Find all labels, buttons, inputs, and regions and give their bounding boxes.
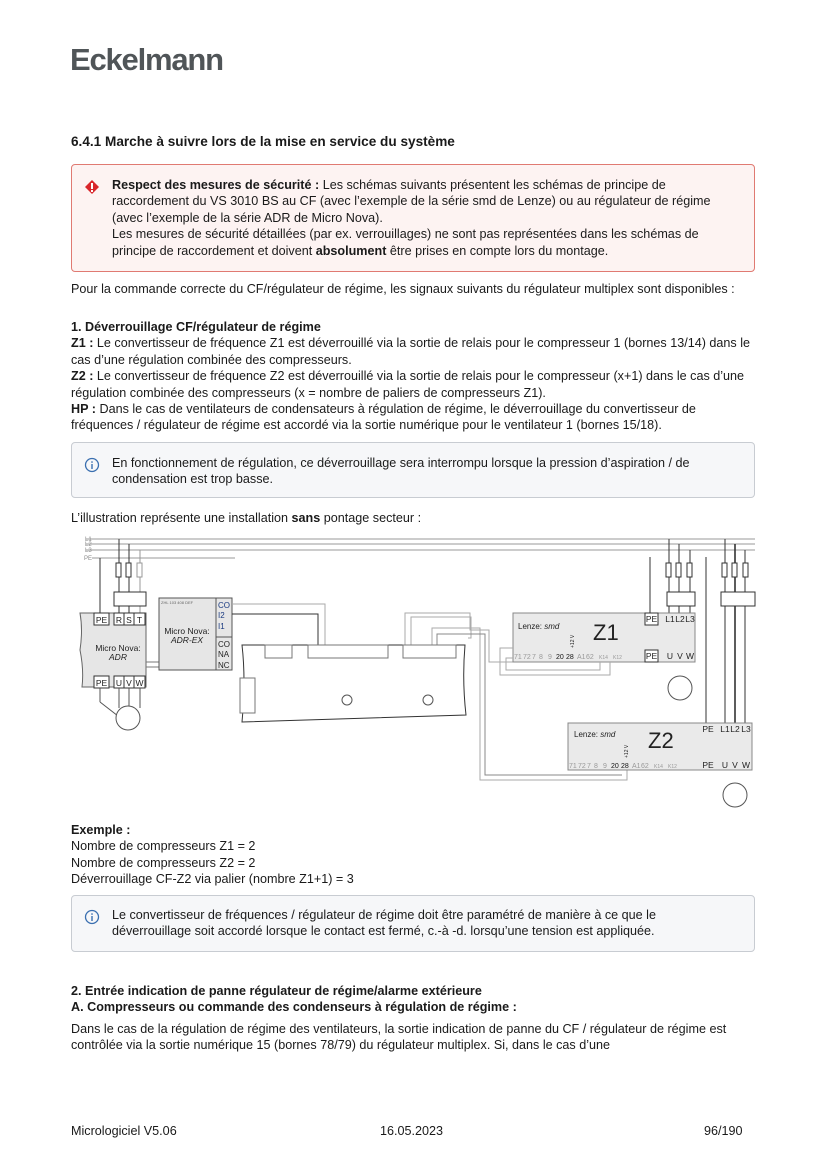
- multiplex-controller-board: [240, 645, 466, 722]
- safety-warning-box: [71, 164, 755, 272]
- z1-control-term: 62: [586, 654, 594, 661]
- hp-label: HP :: [71, 402, 96, 417]
- line-l3: L3: [85, 548, 92, 554]
- wiring-diagram: [0, 530, 827, 820]
- z1-control-term: A1: [577, 654, 586, 661]
- adr-term: PE: [95, 615, 108, 625]
- z1-term: V: [677, 651, 683, 661]
- adrex-title: Micro Nova:: [164, 626, 210, 636]
- z2-label: Z2 :: [71, 369, 94, 384]
- adrex-term: CO: [218, 601, 230, 610]
- z1-text: Le convertisseur de fréquence Z1 est déverrouillé via la sortie de relais pour le compresseur 1 (bornes 13/14) dans le cas d’une régulation combinée des compresseurs.: [71, 336, 751, 367]
- footer-date: 16.05.2023: [380, 1124, 444, 1138]
- z2-term: PE: [702, 760, 714, 770]
- z2-control-term: 28: [621, 763, 629, 770]
- z1-name: Z1: [593, 620, 619, 645]
- z1-terminal-row: [514, 654, 622, 661]
- illustration-caption: [71, 510, 761, 526]
- footer-page: 96/190: [704, 1124, 743, 1138]
- adr-model: ADR: [109, 652, 127, 662]
- z2-control-term: 20: [611, 763, 619, 770]
- example-line: Nombre de compresseurs Z2 = 2: [71, 855, 256, 870]
- info-icon: [84, 457, 100, 473]
- z1-term: PE: [645, 651, 658, 661]
- info-text-1: En fonctionnement de régulation, ce déverrouillage sera interrompu lorsque la pression d’aspiration / de condensation est trop basse.: [112, 456, 690, 487]
- line-l1: L1: [85, 537, 92, 543]
- z2-term: L1: [720, 724, 730, 734]
- line-l2: L2: [85, 542, 92, 548]
- z2-brand: Lenze:: [574, 730, 599, 739]
- example-line: Déverrouillage CF-Z2 via palier (nombre Z1+1) = 3: [71, 872, 354, 887]
- z1-label: Z1 :: [71, 336, 94, 351]
- z2-control-term: 8: [594, 763, 598, 770]
- info-box-2: [71, 895, 755, 952]
- adr-term: U: [115, 678, 123, 688]
- warning-heading: Respect des mesures de sécurité :: [112, 178, 320, 192]
- adrex-term: NC: [218, 661, 230, 670]
- footer-version: Micrologiciel V5.06: [71, 1124, 177, 1138]
- info-text-2: Le convertisseur de fréquences / régulateur de régime doit être paramétré de manière à ce que le déverrouillage soit accordé lorsque le contact est fermé, c.-à -d. lorsqu’une tension est appliquée.: [112, 908, 656, 939]
- z1-control-term: 7: [532, 654, 536, 661]
- z1-control-term: 71: [514, 654, 522, 661]
- z2-control-term: 62: [641, 763, 649, 770]
- adr-term: S: [126, 615, 132, 625]
- z1-brand: Lenze:: [518, 622, 543, 631]
- adrex-term: NA: [218, 650, 230, 659]
- section-1-title: 1. Déverrouillage CF/régulateur de régime: [71, 320, 321, 334]
- z1-term: U: [666, 651, 674, 661]
- caption-a: L’illustration représente une installation: [71, 511, 292, 525]
- hp-text: Dans le cas de ventilateurs de condensateurs à régulation de régime, le déverrouillage du convertisseur de fréquences / régulateur de régime est accordé via la sortie numérique pour le ventilateur 1 (bornes 15/18).: [71, 402, 696, 433]
- adr-term: T: [136, 615, 143, 625]
- section-2-subtitle: A. Compresseurs ou commande des condenseurs à régulation de régime :: [71, 1000, 517, 1015]
- svg-text:Lenze: smd: [574, 730, 616, 739]
- z1-control-term: K12: [613, 655, 622, 661]
- section-title: 6.4.1 Marche à suivre lors de la mise en service du système: [71, 134, 455, 149]
- section-2-text: Dans le cas de la régulation de régime des ventilateurs, la sortie indication de panne du CF / régulateur de régime est contrôlée via la sortie numérique 15 (bornes 78/79) du régulateur multiplex. Si, dans le cas d’une: [71, 1021, 727, 1053]
- z1-control-term: 8: [539, 654, 543, 661]
- adrex-term: I2: [218, 611, 225, 620]
- z2-term: V: [732, 760, 738, 770]
- adrex-term: CO: [218, 640, 230, 649]
- z1-control-term: K14: [599, 655, 608, 661]
- example-title: Exemple :: [71, 823, 131, 837]
- adr-controller: [80, 613, 159, 730]
- z1-term: L1: [665, 614, 675, 624]
- adr-term: W: [135, 678, 144, 688]
- z1-control-term: 9: [548, 654, 552, 661]
- z2-control-term: 72: [578, 763, 586, 770]
- z1-volt: +12 V: [570, 634, 576, 648]
- z2-term: L2: [730, 724, 740, 734]
- z2-text: Le convertisseur de fréquence Z2 est déverrouillé via la sortie de relais pour le compresseur (x+1) dans le cas d’une régulation combinée des compresseurs (x = nombre de paliers de compresseurs Z1).: [71, 369, 745, 400]
- z1-term: L2: [675, 614, 685, 624]
- adr-term: PE: [95, 678, 108, 688]
- info-icon: [84, 909, 100, 925]
- z2-term: U: [721, 760, 729, 770]
- line-pe: PE: [84, 556, 93, 562]
- adr-term: R: [115, 615, 123, 625]
- z1-term: L3: [685, 614, 695, 624]
- z2-control-term: A1: [632, 763, 641, 770]
- z2-series: smd: [600, 730, 616, 739]
- caption-b: sans: [291, 511, 321, 525]
- section-2: [71, 983, 761, 1054]
- adrex-ref: ZHL 103 408 DEF: [161, 600, 194, 605]
- section-1: [71, 319, 761, 434]
- adr-title: Micro Nova:: [95, 643, 141, 653]
- z2-control-term: 7: [587, 763, 591, 770]
- z2-name: Z2: [648, 728, 674, 753]
- warning-text-2: Les mesures de sécurité détaillées (par ex. verrouillages) ne sont pas représentées dans les schémas de principe de raccordement et doivent: [112, 227, 699, 258]
- warning-text-3: être prises en compte lors du montage.: [386, 243, 609, 258]
- z1-control-term: 28: [566, 654, 574, 661]
- adr-ex-module: [159, 598, 232, 670]
- z2-control-term: 9: [603, 763, 607, 770]
- z2-control-term: K12: [668, 764, 677, 770]
- section-2-title: 2. Entrée indication de panne régulateur de régime/alarme extérieure: [71, 984, 482, 998]
- example-line: Nombre de compresseurs Z1 = 2: [71, 839, 256, 854]
- z1-term: W: [685, 651, 695, 661]
- z1-series: smd: [544, 622, 560, 631]
- eckelmann-logo: Eckelmann: [70, 42, 223, 77]
- z2-terminal-row: [569, 763, 677, 770]
- z2-volt: +12 V: [624, 744, 630, 758]
- adr-term: V: [126, 678, 132, 688]
- warning-emphasis: absolument: [315, 243, 387, 258]
- z2-term: W: [741, 760, 751, 770]
- caption-c: pontage secteur :: [320, 511, 422, 525]
- warning-icon: [84, 179, 100, 195]
- z1-control-term: 72: [523, 654, 531, 661]
- intro-paragraph: Pour la commande correcte du CF/régulateur de régime, les signaux suivants du régulateur multiplex sont disponibles :: [71, 282, 735, 296]
- z2-control-term: K14: [654, 764, 663, 770]
- adrex-model: ADR-EX: [170, 635, 204, 645]
- z1-term: PE: [645, 614, 658, 624]
- z1-control-term: 20: [556, 654, 564, 661]
- warning-text: Les schémas suivants présentent les schémas de principe de raccordement du VS 3010 BS au CF (avec l’exemple de la série smd de Lenze) ou au régulateur de régime (avec l’exemple de la série ADR de Micro Nova).: [112, 178, 711, 225]
- z2-control-term: 71: [569, 763, 577, 770]
- example-block: [71, 822, 761, 888]
- info-box-1: [71, 442, 755, 498]
- svg-text:Lenze: smd: [518, 622, 560, 631]
- adrex-term: I1: [218, 622, 225, 631]
- z2-term: L3: [741, 724, 751, 734]
- z2-term: PE: [702, 724, 714, 734]
